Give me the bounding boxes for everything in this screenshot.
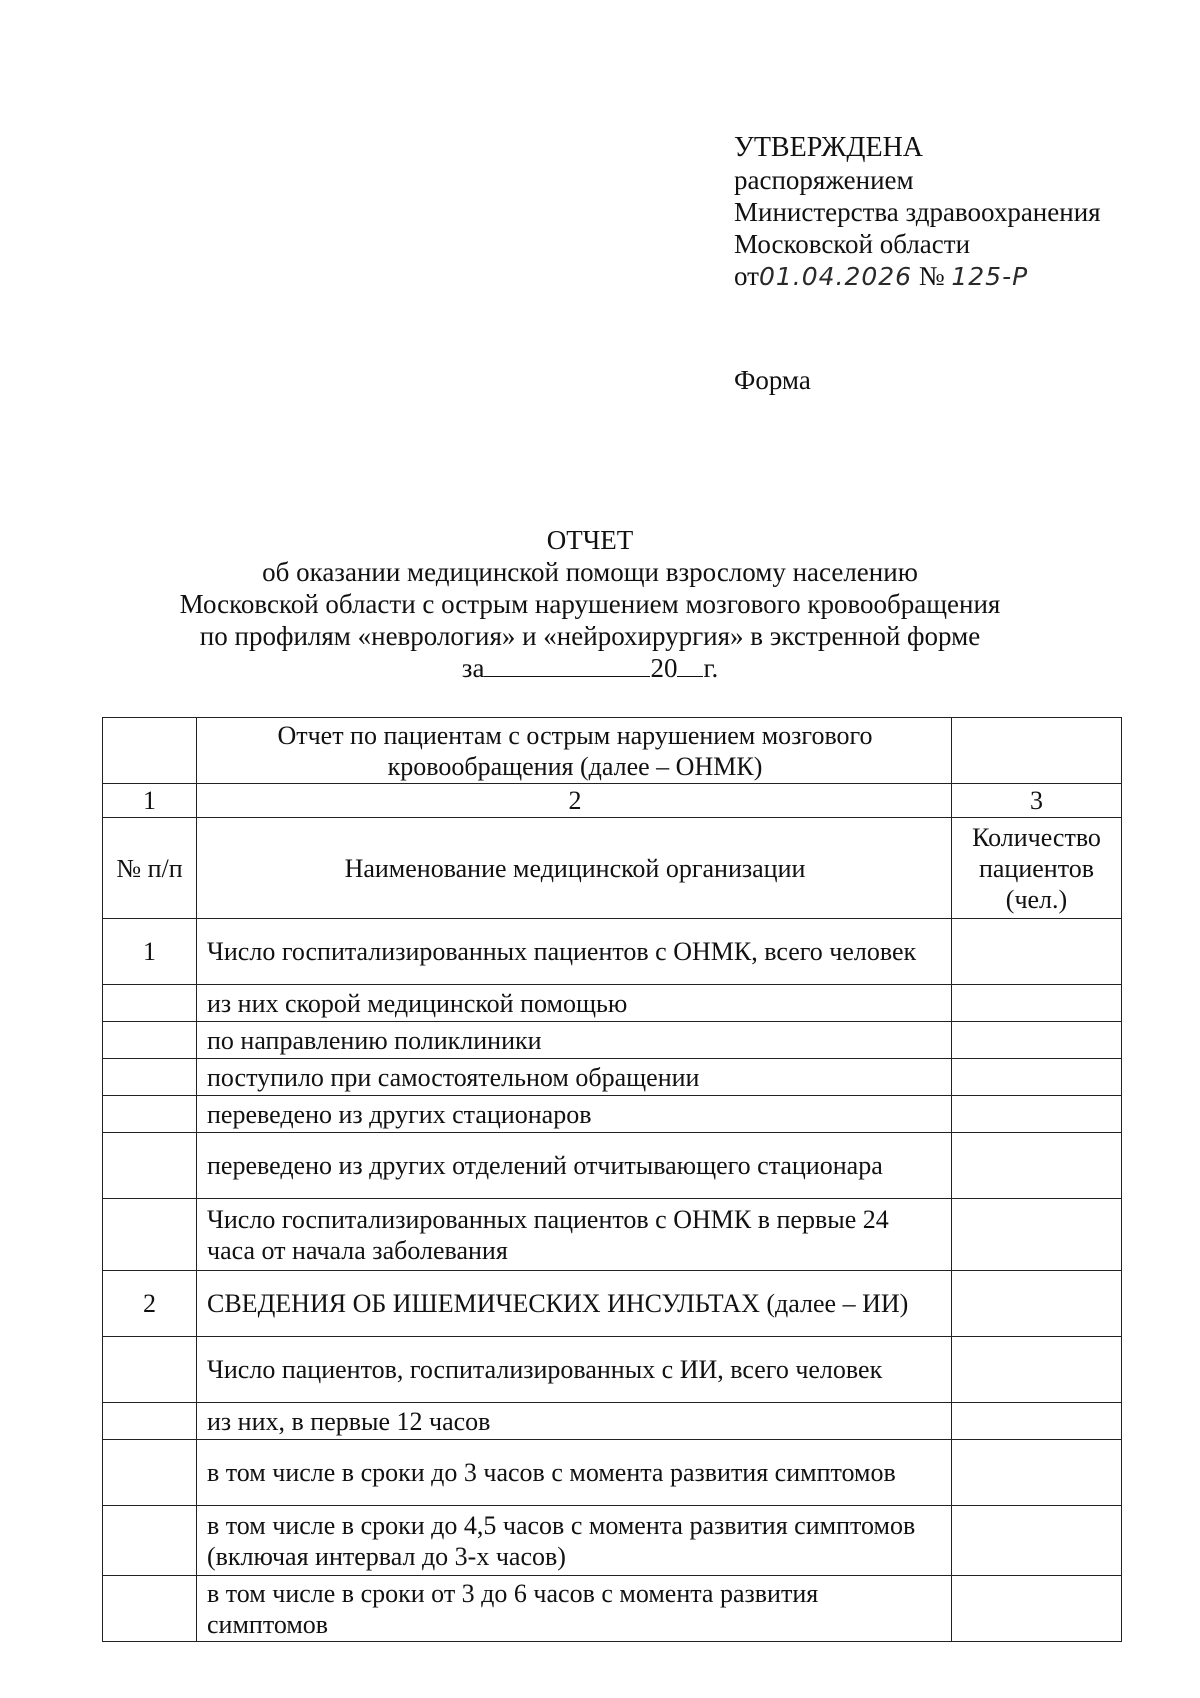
table-row (103, 1576, 1122, 1642)
row-value-cell[interactable] (952, 919, 1122, 985)
row-number (103, 1576, 197, 1642)
approval-title: УТВЕРЖДЕНА (734, 132, 924, 163)
form-label: Форма (734, 365, 811, 395)
report-period-line (100, 652, 1080, 684)
row-label: из них, в первые 12 часов (197, 1403, 952, 1440)
report-title-line-1: об оказании медицинской помощи взрослому населению (262, 557, 918, 587)
approval-line-ministry: Министерства здравоохранения (734, 197, 1101, 227)
column-number-3: 3 (952, 784, 1122, 818)
column-number-2: 2 (197, 784, 952, 818)
table-row (103, 1440, 1122, 1506)
row-number (103, 1506, 197, 1576)
period-prefix: за (461, 653, 485, 683)
approval-line-order: распоряжением (734, 165, 914, 195)
row-value-cell[interactable] (952, 1022, 1122, 1059)
table-row (103, 985, 1122, 1022)
report-heading: ОТЧЕТ (546, 525, 634, 555)
number-sign: № (918, 261, 945, 291)
period-year: 20 (650, 653, 678, 683)
title-cell-empty-right (952, 718, 1122, 784)
column-number-1: 1 (103, 784, 197, 818)
row-label: из них скорой медицинской помощью (197, 985, 952, 1022)
row-number (103, 1096, 197, 1133)
row-value-cell[interactable] (952, 1440, 1122, 1506)
row-label: в том числе в сроки до 4,5 часов с момента развития симптомов (включая интервал до 3-х часов) (197, 1506, 952, 1576)
table-title-row (103, 718, 1122, 784)
report-table (102, 717, 1122, 1642)
table-row (103, 1096, 1122, 1133)
row-value-cell[interactable] (952, 1506, 1122, 1576)
row-label: в том числе в сроки от 3 до 6 часов с момента развития симптомов (197, 1576, 952, 1642)
table-row (103, 1022, 1122, 1059)
row-label: переведено из других стационаров (197, 1096, 952, 1133)
table-row (103, 1133, 1122, 1199)
header-count: Количество пациентов (чел.) (952, 818, 1122, 919)
table-title-cell: Отчет по пациентам с острым нарушением мозгового кровообращения (далее – ОНМК) (197, 718, 952, 784)
row-number (103, 1133, 197, 1199)
table-row (103, 1403, 1122, 1440)
approval-stamp-block (734, 132, 1101, 293)
row-label: Число госпитализированных пациентов с ОНМК в первые 24 часа от начала заболевания (197, 1199, 952, 1271)
row-label: поступило при самостоятельном обращении (197, 1059, 952, 1096)
report-title-line-2: Московской области с острым нарушением мозгового кровообращения (179, 589, 1001, 619)
row-number (103, 1022, 197, 1059)
row-value-cell[interactable] (952, 1133, 1122, 1199)
row-label: по направлению поликлиники (197, 1022, 952, 1059)
report-title-block (100, 524, 1080, 684)
title-cell-empty-left (103, 718, 197, 784)
year-blank-field[interactable] (677, 652, 703, 677)
handwritten-date: 01.04.2026 (758, 262, 913, 291)
row-label: переведено из других отделений отчитывающего стационара (197, 1133, 952, 1199)
row-value-cell[interactable] (952, 1403, 1122, 1440)
handwritten-number: 125-Р (951, 262, 1029, 291)
approval-line-region: Московской области (734, 229, 971, 259)
row-number (103, 1440, 197, 1506)
row-number (103, 1199, 197, 1271)
row-number (103, 1337, 197, 1403)
section-label: СВЕДЕНИЯ ОБ ИШЕМИЧЕСКИХ ИНСУЛЬТАХ (далее – ИИ) (197, 1271, 952, 1337)
period-suffix: г. (703, 653, 719, 683)
row-number (103, 1403, 197, 1440)
table-row (103, 1337, 1122, 1403)
row-value-cell[interactable] (952, 1337, 1122, 1403)
row-value-cell[interactable] (952, 1576, 1122, 1642)
row-label: в том числе в сроки до 3 часов с момента развития симптомов (197, 1440, 952, 1506)
table-row (103, 1199, 1122, 1271)
header-name: Наименование медицинской организации (197, 818, 952, 919)
header-num: № п/п (103, 818, 197, 919)
row-number: 1 (103, 919, 197, 985)
row-value-cell[interactable] (952, 1271, 1122, 1337)
column-number-row (103, 784, 1122, 818)
row-label: Число пациентов, госпитализированных с ИИ, всего человек (197, 1337, 952, 1403)
row-label: Число госпитализированных пациентов с ОНМК, всего человек (197, 919, 952, 985)
row-value-cell[interactable] (952, 1059, 1122, 1096)
table-row (103, 1059, 1122, 1096)
period-blank-field[interactable] (484, 652, 650, 677)
row-number (103, 1059, 197, 1096)
approval-date-line (734, 260, 1101, 293)
row-number (103, 985, 197, 1022)
section-number: 2 (103, 1271, 197, 1337)
table-row (103, 919, 1122, 985)
row-value-cell[interactable] (952, 1096, 1122, 1133)
table-section-row (103, 1271, 1122, 1337)
report-title-line-3: по профилям «неврология» и «нейрохирургия» в экстренной форме (199, 621, 981, 651)
column-header-row (103, 818, 1122, 919)
row-value-cell[interactable] (952, 1199, 1122, 1271)
table-row (103, 1506, 1122, 1576)
row-value-cell[interactable] (952, 985, 1122, 1022)
date-prefix: от (734, 261, 759, 291)
